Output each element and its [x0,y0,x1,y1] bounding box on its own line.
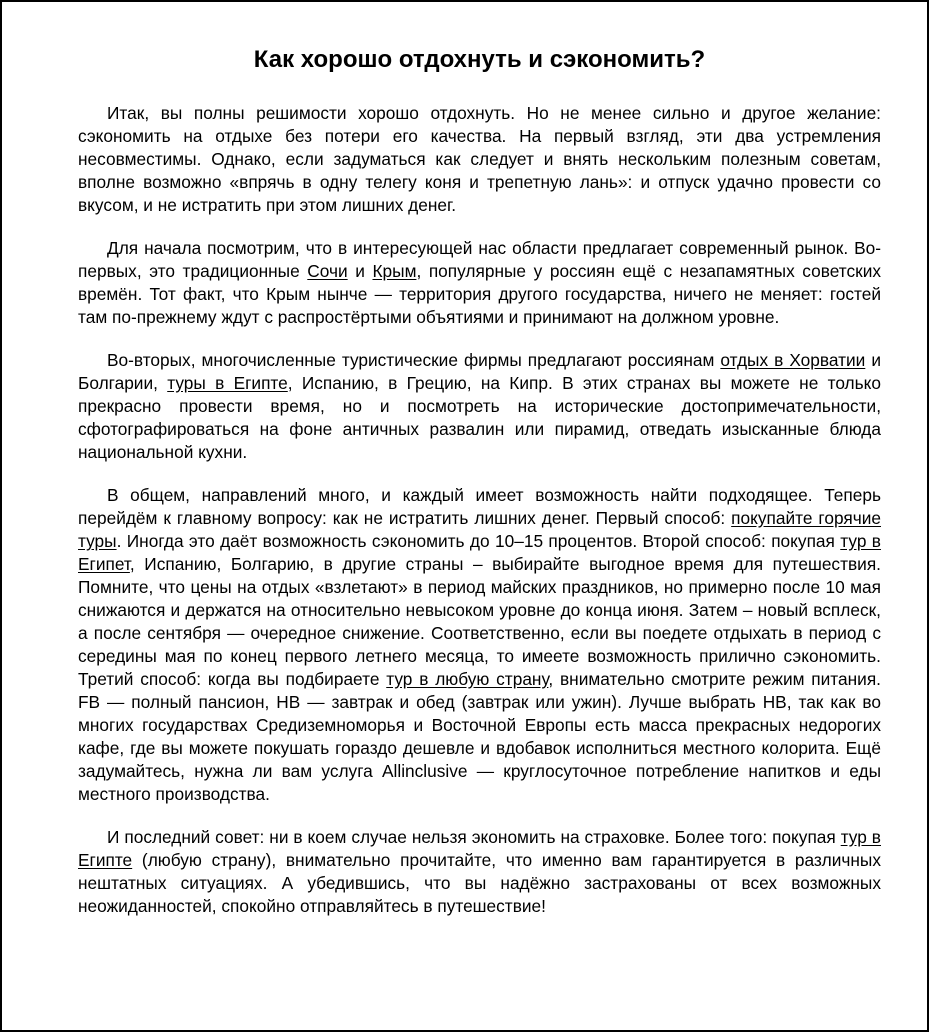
text-run: и Болгарии, [78,350,881,393]
text-run: , Испанию, в Грецию, на Кипр. В этих странах вы можете не только прекрасно провести время, но и посмотреть на исторические достопримечательности, сфотографироваться на фоне античных развалин или пирамид, отведать изысканные блюда национальной кухни. [78,373,882,462]
text-run: Для начала посмотрим, что в интересующей нас области предлагает современный рынок. Во-первых, это традиционные [78,238,881,281]
text-run: Итак, вы полны решимости хорошо отдохнуть. Но не менее сильно и другое желание: сэкономить на отдыхе без потери его качества. На первый взгляд, эти два устремления несовместимы. Однако, если задуматься как следует и внять нескольким полезным советам, вполне возможно «впрячь в одну телегу коня и трепетную лань»: и отпуск удачно провести со вкусом, и не истратить при этом лишних денег. [78,103,881,215]
paragraph-1 [78,102,881,217]
link-croatia-vacation[interactable]: отдых в Хорватии [720,350,866,370]
link-crimea[interactable]: Крым [372,261,417,281]
link-any-country-tour[interactable]: тур в любую страну [386,669,549,689]
link-egypt-tour[interactable]: тур в Египет [78,531,881,574]
link-egypt-tours[interactable]: туры в Египте [167,373,288,393]
page-title: Как хорошо отдохнуть и сэкономить? [253,46,706,73]
text-run: В общем, направлений много, и каждый имеет возможность найти подходящее. Теперь перейдём к главному вопросу: как не истратить лишних денег. Первый способ: [78,485,881,528]
paragraph-2 [78,237,881,329]
text-run: , внимательно смотрите режим питания. FB — полный пансион, HB — завтрак и обед (завтрак или ужин). Лучше выбрать HB, так как во многих государствах Средиземноморья и Восточной Европы есть масса прекрасных недорогих кафе, где вы можете покушать гораздо дешевле и вдобавок исполниться местного колорита. Ещё задумайтесь, нужна ли вам услуга Allinclusive — круглосуточное потребление напитков и еды местного производства. [78,669,881,804]
text-run: , популярные у россиян ещё с незапамятных советских времён. Тот факт, что Крым нынче — территория другого государства, ничего не меняет: гостей там по-прежнему ждут с распростёртыми объятиями и принимают на должном уровне. [78,261,881,327]
link-egypt-tour-2[interactable]: тур в Египте [78,827,881,870]
link-sochi[interactable]: Сочи [307,261,348,281]
text-run: . Иногда это даёт возможность сэкономить до 10–15 процентов. Второй способ: покупая [116,531,841,551]
paragraph-3 [78,349,881,464]
text-run: Во-вторых, многочисленные туристические фирмы предлагают россиянам [107,350,721,370]
text-run: , Испанию, Болгарию, в другие страны – выбирайте выгодное время для путешествия. Помните, что цены на отдых «взлетают» в период майских праздников, но примерно после 10 мая снижаются и держатся на относительно невысоком уровне до конца июня. Затем – новый всплеск, а после сентября — очередное снижение. Соответственно, если вы поедете отдыхать в период с середины мая по конец первого летнего месяца, то имеете возможность прилично сэкономить. Третий способ: когда вы подбираете [78,554,881,689]
link-hot-tours[interactable]: покупайте горячие туры [78,508,881,551]
paragraph-4 [78,484,881,806]
paragraph-5 [78,826,881,918]
text-run: И последний совет: ни в коем случае нельзя экономить на страховке. Более того: покупая [107,827,841,847]
text-run: и [347,261,373,281]
document-body [78,102,881,918]
text-run: (любую страну), внимательно прочитайте, что именно вам гарантируется в различных нештатных ситуациях. А убедившись, что вы надёжно застрахованы от всех возможных неожиданностей, спокойно отправляйтесь в путешествие! [78,850,881,916]
